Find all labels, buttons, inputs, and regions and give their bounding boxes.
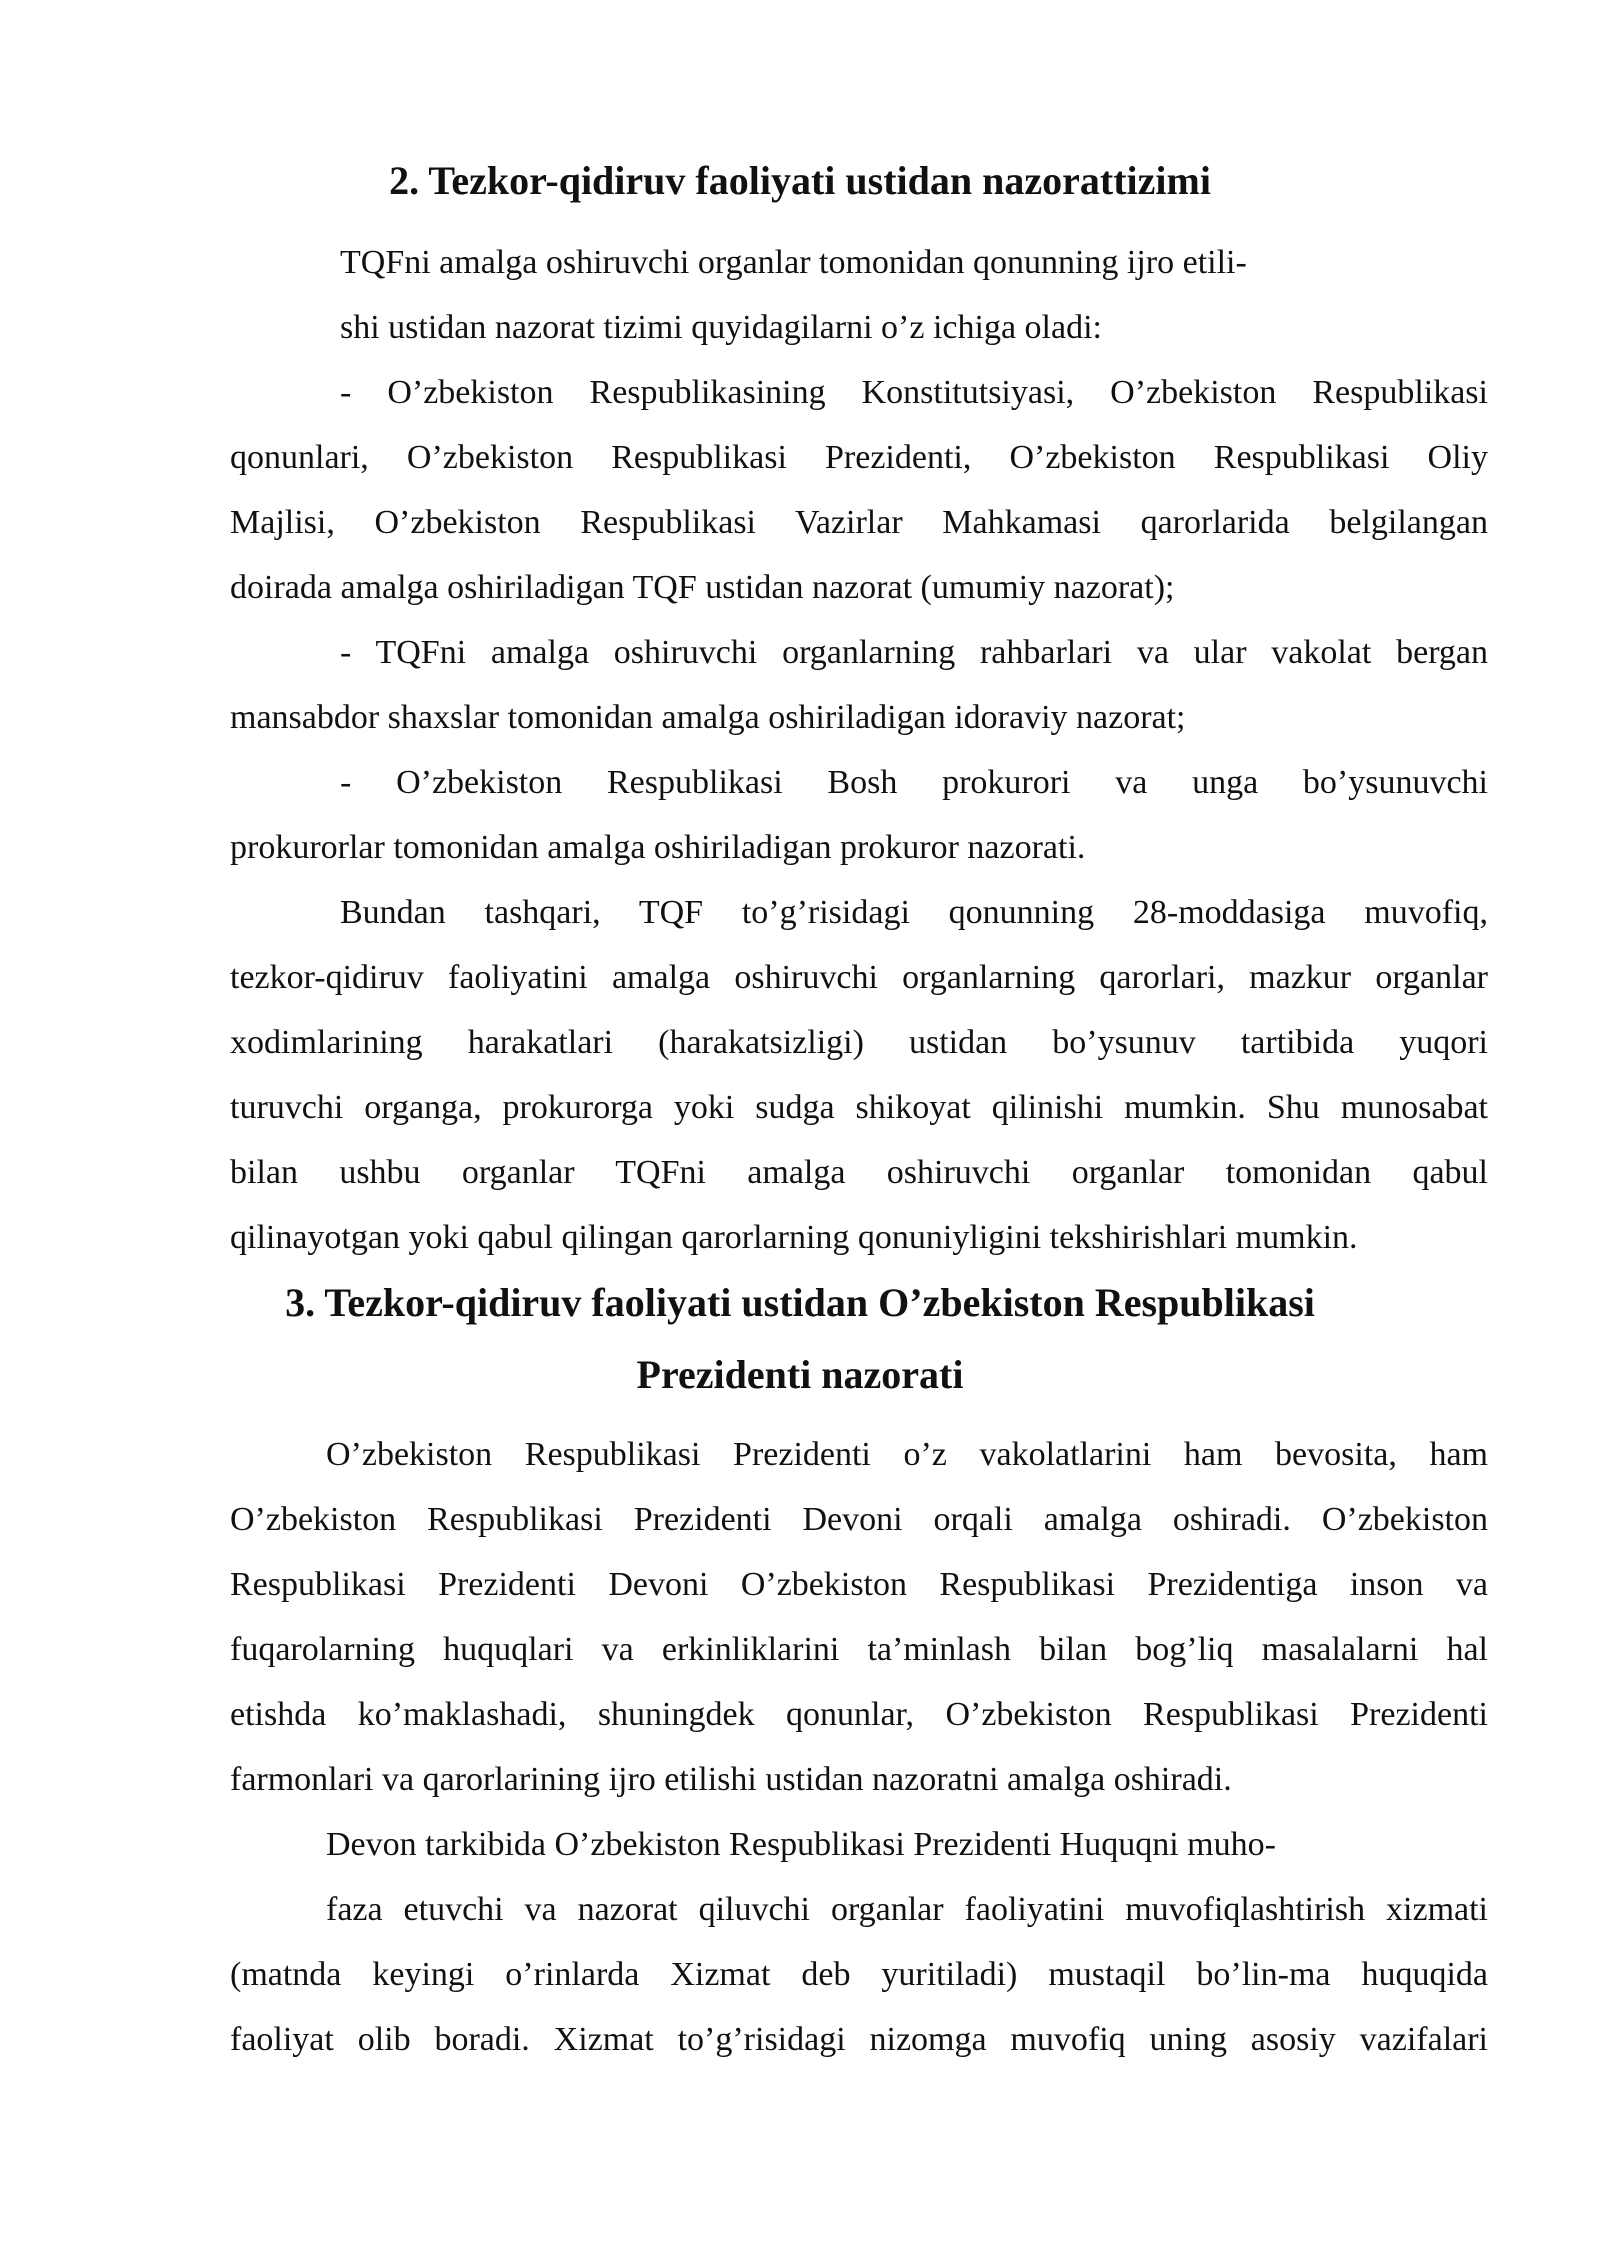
paragraph-line: TQFni amalga oshiruvchi organlar tomonidan qonunning ijro etili- — [340, 244, 1247, 281]
paragraph-line: bilan ushbu organlar TQFni amalga oshiruvchi organlar tomonidan qabul — [230, 1154, 1488, 1191]
paragraph-line: faoliyat olib boradi. Xizmat to’g’risidagi nizomga muvofiq uning asosiy vazifalari — [230, 2021, 1488, 2058]
paragraph-line: Majlisi, O’zbekiston Respublikasi Vazirlar Mahkamasi qarorlarida belgilangan — [230, 504, 1488, 541]
paragraph-line: Respublikasi Prezidenti Devoni O’zbekiston Respublikasi Prezidentiga inson va — [230, 1566, 1488, 1603]
paragraph-line: tezkor-qidiruv faoliyatini amalga oshiruvchi organlarning qarorlari, mazkur organlar — [230, 959, 1488, 996]
paragraph-line: O’zbekiston Respublikasi Prezidenti Devoni orqali amalga oshiradi. O’zbekiston — [230, 1501, 1488, 1538]
paragraph-line: prokurorlar tomonidan amalga oshiriladigan prokuror nazorati. — [230, 829, 1086, 866]
section-2-heading: 2. Tezkor-qidiruv faoliyati ustidan nazorattizimi — [389, 158, 1211, 203]
paragraph-line: faza etuvchi va nazorat qiluvchi organlar faoliyatini muvofiqlashtirish xizmati — [326, 1891, 1488, 1928]
paragraph-line: xodimlarining harakatlari (harakatsizligi) ustidan bo’ysunuv tartibida yuqori — [230, 1024, 1488, 1061]
paragraph-line: (matnda keyingi o’rinlarda Xizmat deb yuritiladi) mustaqil bo’lin-ma huquqida — [230, 1956, 1488, 1993]
paragraph-line: O’zbekiston Respublikasi Prezidenti o’z vakolatlarini ham bevosita, ham — [326, 1436, 1488, 1473]
paragraph-line: Bundan tashqari, TQF to’g’risidagi qonunning 28-moddasiga muvofiq, — [340, 894, 1488, 931]
paragraph-line: farmonlari va qarorlarining ijro etilishi ustidan nazoratni amalga oshiradi. — [230, 1761, 1232, 1798]
paragraph-line: - O’zbekiston Respublikasining Konstitutsiyasi, O’zbekiston Respublikasi — [340, 374, 1488, 411]
paragraph-line: qilinayotgan yoki qabul qilingan qarorlarning qonuniyligini tekshirishlari mumkin. — [230, 1219, 1358, 1256]
paragraph-line: etishda ko’maklashadi, shuningdek qonunlar, O’zbekiston Respublikasi Prezidenti — [230, 1696, 1488, 1733]
paragraph-line: Devon tarkibida O’zbekiston Respublikasi Prezidenti Huquqni muho- — [326, 1826, 1276, 1863]
paragraph-line: - O’zbekiston Respublikasi Bosh prokurori va unga bo’ysunuvchi — [340, 764, 1488, 801]
paragraph-line: - TQFni amalga oshiruvchi organlarning rahbarlari va ular vakolat bergan — [340, 634, 1488, 671]
paragraph-line: shi ustidan nazorat tizimi quyidagilarni o’z ichiga oladi: — [340, 309, 1102, 346]
paragraph-line: doirada amalga oshiriladigan TQF ustidan nazorat (umumiy nazorat); — [230, 569, 1175, 606]
paragraph-line: fuqarolarning huquqlari va erkinliklarini ta’minlash bilan bog’liq masalalarni hal — [230, 1631, 1488, 1668]
paragraph-line: qonunlari, O’zbekiston Respublikasi Prezidenti, O’zbekiston Respublikasi Oliy — [230, 439, 1488, 476]
section-3-heading-line-2: Prezidenti nazorati — [636, 1352, 964, 1397]
paragraph-line: turuvchi organga, prokurorga yoki sudga shikoyat qilinishi mumkin. Shu munosabat — [230, 1089, 1488, 1126]
section-3-heading-line-1: 3. Tezkor-qidiruv faoliyati ustidan O’zbekiston Respublikasi — [285, 1280, 1315, 1325]
paragraph-line: mansabdor shaxslar tomonidan amalga oshiriladigan idoraviy nazorat; — [230, 699, 1186, 736]
